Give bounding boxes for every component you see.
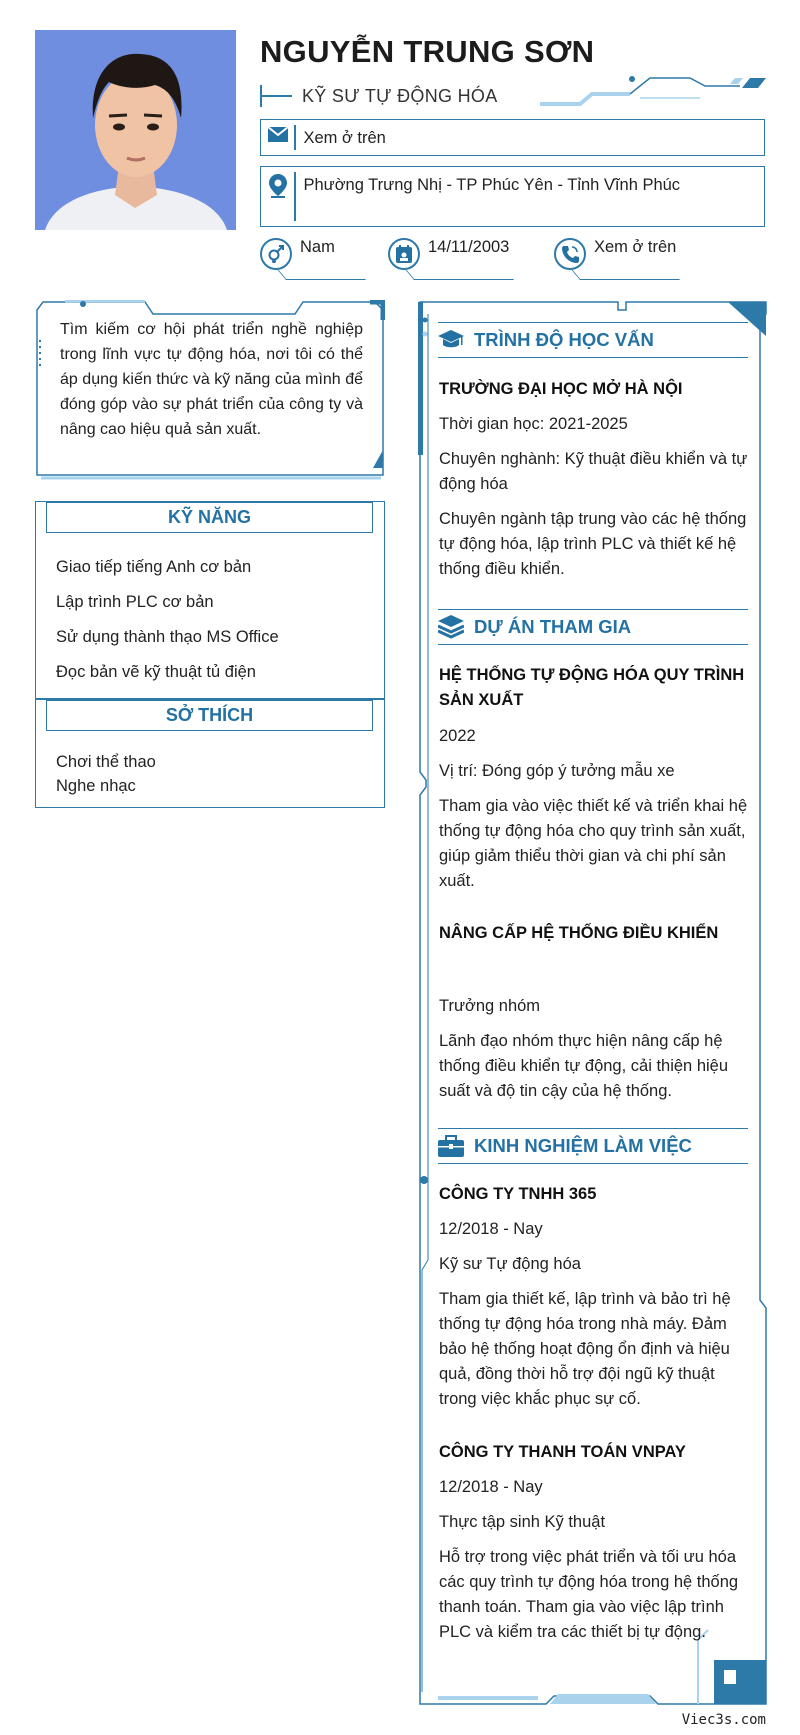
objective-section bbox=[35, 300, 385, 480]
job-time: 12/2018 - Nay bbox=[439, 1478, 543, 1496]
education-heading-bar bbox=[438, 322, 748, 358]
project-time: 2022 bbox=[439, 727, 476, 745]
skill-item: Giao tiếp tiếng Anh cơ bản bbox=[56, 558, 252, 576]
skills-list bbox=[56, 555, 279, 695]
hobbies-heading: SỞ THÍCH bbox=[46, 700, 373, 731]
graduation-cap-icon bbox=[438, 330, 474, 350]
projects-heading: DỰ ÁN THAM GIA bbox=[474, 616, 632, 637]
circuit-decoration bbox=[540, 74, 770, 116]
project-description: Tham gia vào việc thiết kế và triển khai hệ thống tự động hóa cho quy trình sản xuất, giúp giảm thiểu thời gian và chi phí sản xuất. bbox=[439, 797, 748, 890]
study-major: Chuyên nghành: Kỹ thuật điều khiển và tự động hóa bbox=[439, 450, 748, 493]
study-period: Thời gian học: 2021-2025 bbox=[439, 415, 628, 433]
job-description: Hỗ trợ trong việc phát triển và tối ưu hóa các quy trình tự động hóa trong hệ thống thanh toán. Tham gia vào việc lập trình PLC và kiểm tra các thiết bị tự động. bbox=[439, 1548, 739, 1641]
phone-icon bbox=[554, 238, 586, 270]
gender-value: Nam bbox=[300, 238, 335, 256]
layers-icon bbox=[438, 615, 474, 639]
project-name: HỆ THỐNG TỰ ĐỘNG HÓA QUY TRÌNH SẢN XUẤT bbox=[439, 666, 745, 709]
skills-hobbies-section bbox=[35, 501, 385, 808]
education-description: Chuyên ngành tập trung vào các hệ thống tự động hóa, lập trình PLC và thiết kế hệ thống điều khiển. bbox=[439, 510, 747, 578]
profile-photo bbox=[35, 30, 236, 230]
email-value: Xem ở trên bbox=[303, 129, 386, 147]
footer-watermark: Viec3s.com bbox=[681, 1712, 766, 1728]
title-tick-decor bbox=[262, 95, 292, 97]
job-title: KỸ SƯ TỰ ĐỘNG HÓA bbox=[302, 85, 498, 106]
skill-item: Lập trình PLC cơ bản bbox=[56, 593, 214, 611]
job-position: Thực tập sinh Kỹ thuật bbox=[439, 1513, 606, 1531]
birthday-underline bbox=[406, 270, 514, 280]
experience-heading: KINH NGHIỆM LÀM VIỆC bbox=[474, 1135, 692, 1156]
objective-text: Tìm kiếm cơ hội phát triển nghề nghiệp trong lĩnh vực tự động hóa, nơi tôi có thể áp dụng kiến thức và kỹ năng của mình để đóng góp vào sự phát triển của công ty và nâng cao hiệu quả sản xuất. bbox=[60, 321, 363, 438]
phone-value: Xem ở trên bbox=[594, 238, 677, 256]
envelope-icon bbox=[261, 120, 294, 142]
hobby-item: Chơi thể thao bbox=[56, 753, 156, 771]
gender-icon bbox=[260, 238, 292, 270]
project-role: Vị trí: Đóng góp ý tưởng mẫu xe bbox=[439, 762, 675, 780]
projects-heading-bar bbox=[438, 609, 748, 645]
briefcase-icon bbox=[438, 1135, 474, 1157]
skill-item: Đọc bản vẽ kỹ thuật tủ điện bbox=[56, 663, 256, 681]
project-role: Trưởng nhóm bbox=[439, 997, 541, 1015]
skills-heading: KỸ NĂNG bbox=[46, 502, 373, 533]
hobby-item: Nghe nhạc bbox=[56, 777, 136, 795]
project-description: Lãnh đạo nhóm thực hiện nâng cấp hệ thống điều khiển tự động, cải thiện hiệu suất và độ tin cậy của hệ thống. bbox=[439, 1032, 729, 1100]
address-box bbox=[260, 166, 765, 227]
education-heading: TRÌNH ĐỘ HỌC VẤN bbox=[474, 329, 654, 350]
gender-underline bbox=[278, 270, 366, 280]
job-title-row bbox=[260, 82, 498, 110]
calendar-icon bbox=[388, 238, 420, 270]
address-value: Phường Trưng Nhị - TP Phúc Yên - Tỉnh Vĩnh Phúc bbox=[303, 176, 681, 194]
job-time: 12/2018 - Nay bbox=[439, 1220, 543, 1238]
project-name: NÂNG CẤP HỆ THỐNG ĐIỀU KHIỂN bbox=[439, 924, 719, 942]
job-position: Kỹ sư Tự động hóa bbox=[439, 1255, 581, 1273]
experience-heading-bar bbox=[438, 1128, 748, 1164]
skill-item: Sử dụng thành thạo MS Office bbox=[56, 628, 279, 646]
birthday-value: 14/11/2003 bbox=[428, 238, 510, 256]
email-box bbox=[260, 119, 765, 156]
company-name: CÔNG TY TNHH 365 bbox=[439, 1185, 597, 1203]
school-name: TRƯỜNG ĐẠI HỌC MỞ HÀ NỘI bbox=[439, 380, 683, 398]
job-description: Tham gia thiết kế, lập trình và bảo trì hệ thống tự động hóa trong nhà máy. Đảm bảo hệ thống hoạt động ổn định và hiệu quả, đồng thời hỗ trợ đội ngũ kỹ thuật trong việc khắc phục sự cố. bbox=[439, 1290, 731, 1408]
person-name: NGUYỄN TRUNG SƠN bbox=[260, 34, 595, 69]
right-column bbox=[418, 300, 768, 1712]
portrait-image bbox=[35, 30, 236, 230]
phone-underline bbox=[572, 270, 680, 280]
hobbies-list bbox=[56, 750, 156, 798]
company-name: CÔNG TY THANH TOÁN VNPAY bbox=[439, 1443, 686, 1461]
location-pin-icon bbox=[261, 167, 294, 198]
